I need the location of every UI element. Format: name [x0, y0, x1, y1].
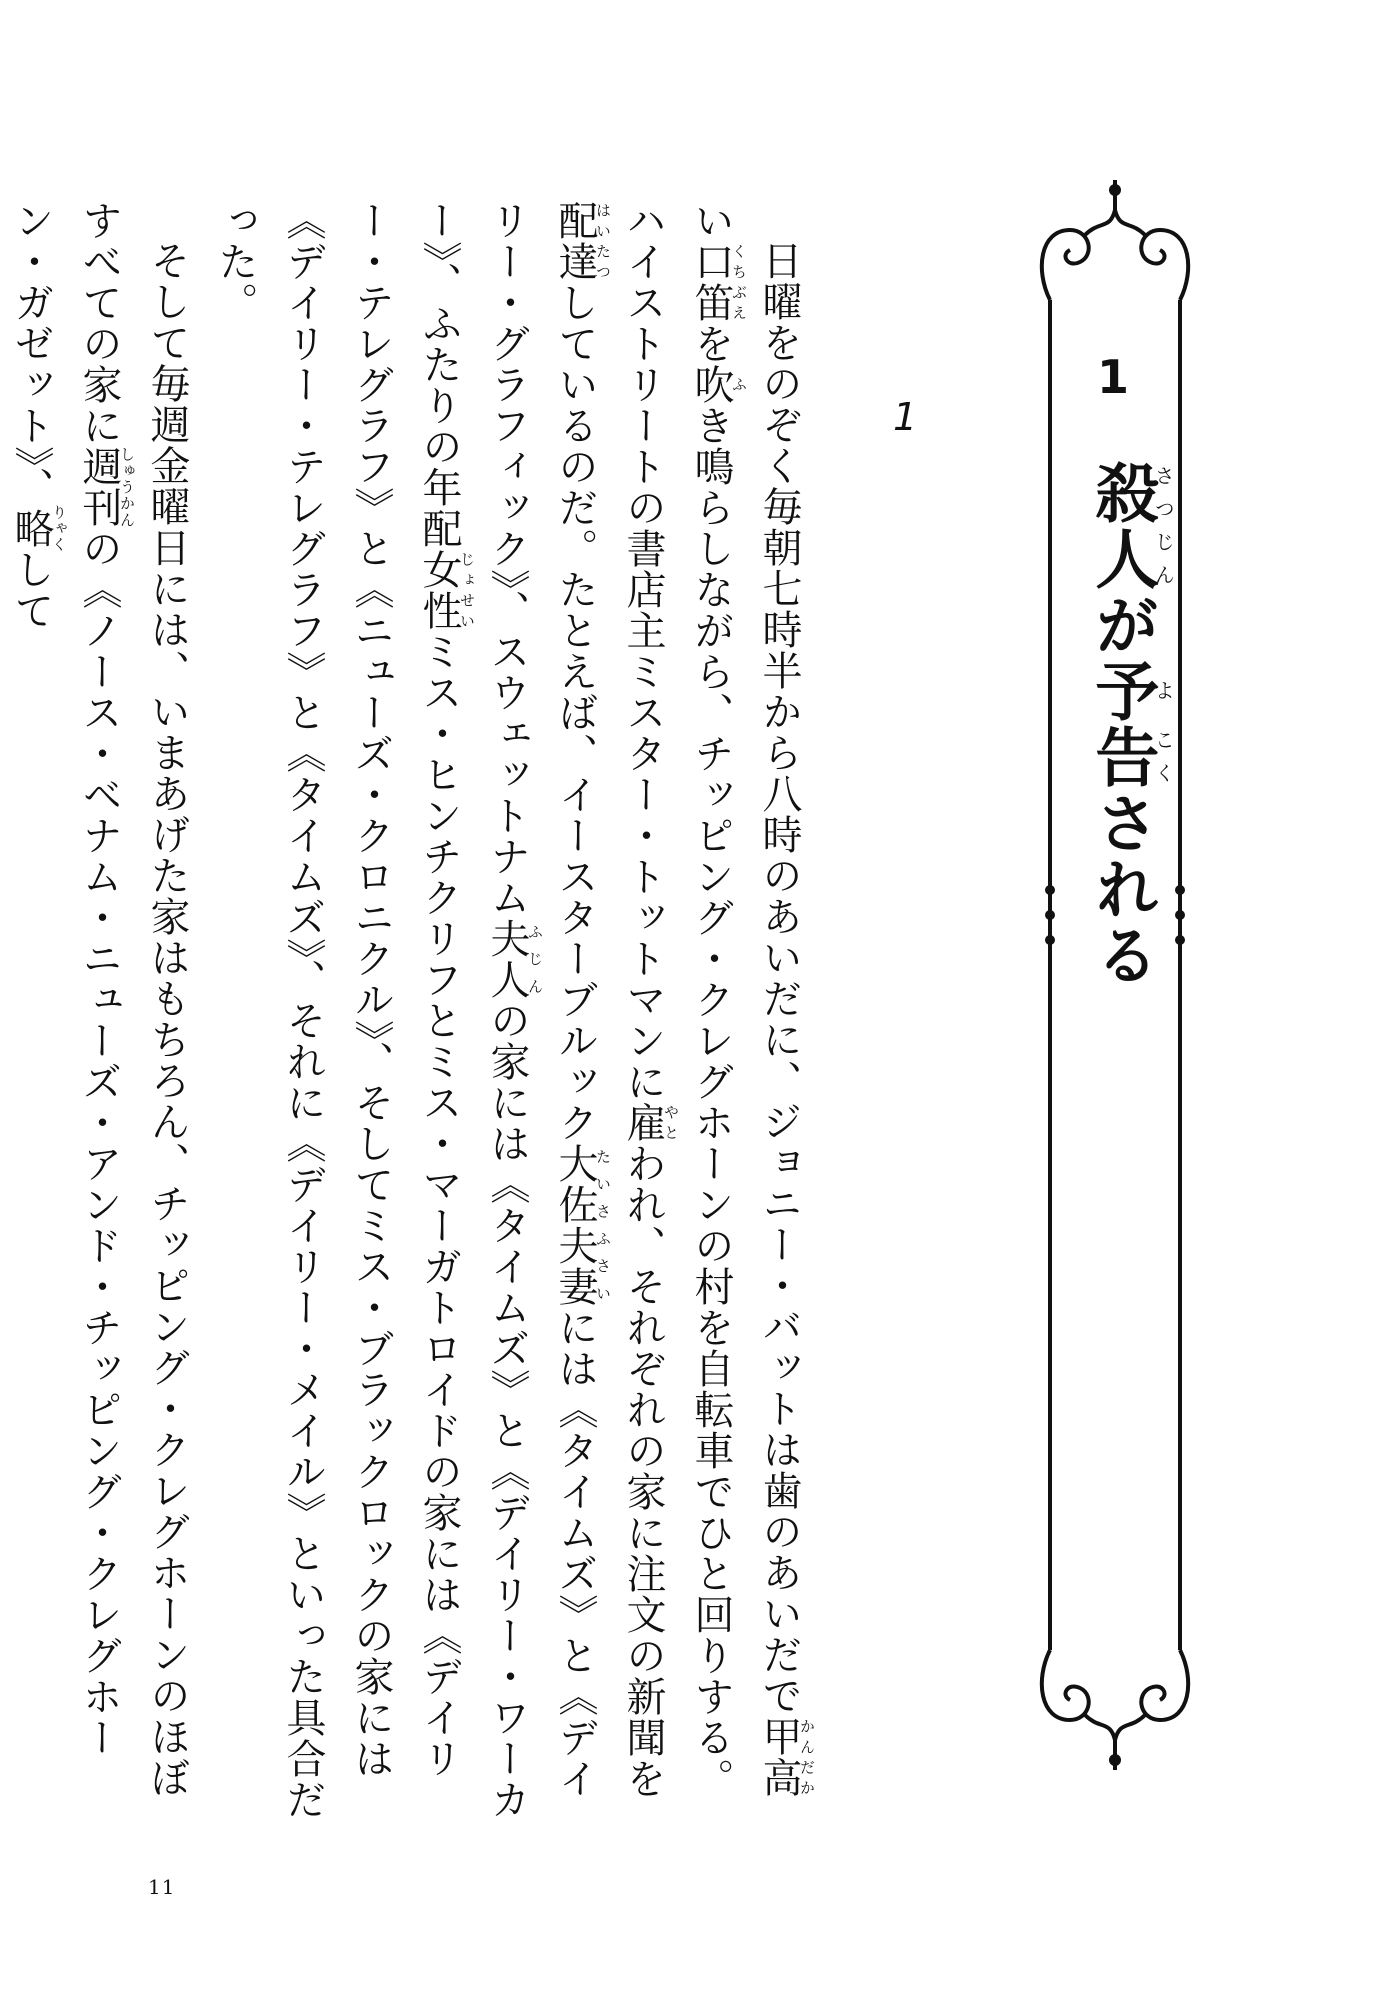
body-text-ruby: 甲高かんだか [756, 1716, 816, 1798]
chapter-number: 1 [1096, 350, 1129, 404]
body-text-ruby: 略りゃく [8, 504, 68, 553]
paragraph: そして毎週金曜日には、いまあげた家はもちろん、チッピング・クレグホーンのほぼすべての家に週刊しゅうかんの《ノース・ベナム・ニューズ・アンド・チッピング・クレグホーン・ガゼット》、略りゃくして [8, 200, 190, 1798]
chapter-title-ruby: 告こく [1084, 724, 1176, 790]
body-text-ruby: 女性じょせい [416, 549, 476, 631]
body-text [0, 200, 815, 1820]
body-text-ruby: 大佐たいさ [552, 1143, 612, 1225]
body-text-ruby: 吹ふ [688, 364, 748, 405]
body-text-ruby: 夫妻ふさい [552, 1225, 612, 1307]
chapter-title: 殺人さつじんが予よ告こくされる [1084, 460, 1176, 988]
body-text-ruby: 口笛くちぶえ [688, 241, 748, 323]
body-text-ruby: 週刊しゅうかん [76, 446, 136, 528]
section-number: 1 [893, 395, 918, 439]
chapter-title-ruby: 殺人さつじん [1084, 460, 1176, 592]
paragraph: 日曜をのぞく毎朝七時半から八時のあいだに、ジョニー・バットは歯のあいだで甲高かんだかい口笛くちぶえを吹ふき鳴らしながら、チッピング・クレグホーンの村を自転車でひと回りする。ハイストリートの書店主ミスター・トットマンに雇やとわれ、それぞれの家に注文の新聞を配達はいたつしているのだ。たとえば、イースターブルック大佐たいさ夫妻ふさいには《タイムズ》と《デイリー・グラフィック》、スウェットナム夫人ふじんの家には《タイムズ》と《デイリー・ワーカー》、ふたりの年配女性じょせいミス・ヒンチクリフとミス・マーガトロイドの家には《デイリー・テレグラフ》と《ニューズ・クロニクル》、そしてミス・ブラックロックの家には《デイリー・テレグラフ》と《タイムズ》、それに《デイリー・メイル》といった具合だった。 [212, 200, 816, 1820]
chapter-title-ruby: 予よ [1084, 658, 1176, 724]
body-text-ruby: 雇やと [620, 1102, 680, 1143]
body-text-ruby: 配達はいたつ [552, 200, 612, 282]
page-number: 11 [148, 1875, 176, 1899]
body-text-ruby: 夫人ふじん [484, 918, 544, 1000]
